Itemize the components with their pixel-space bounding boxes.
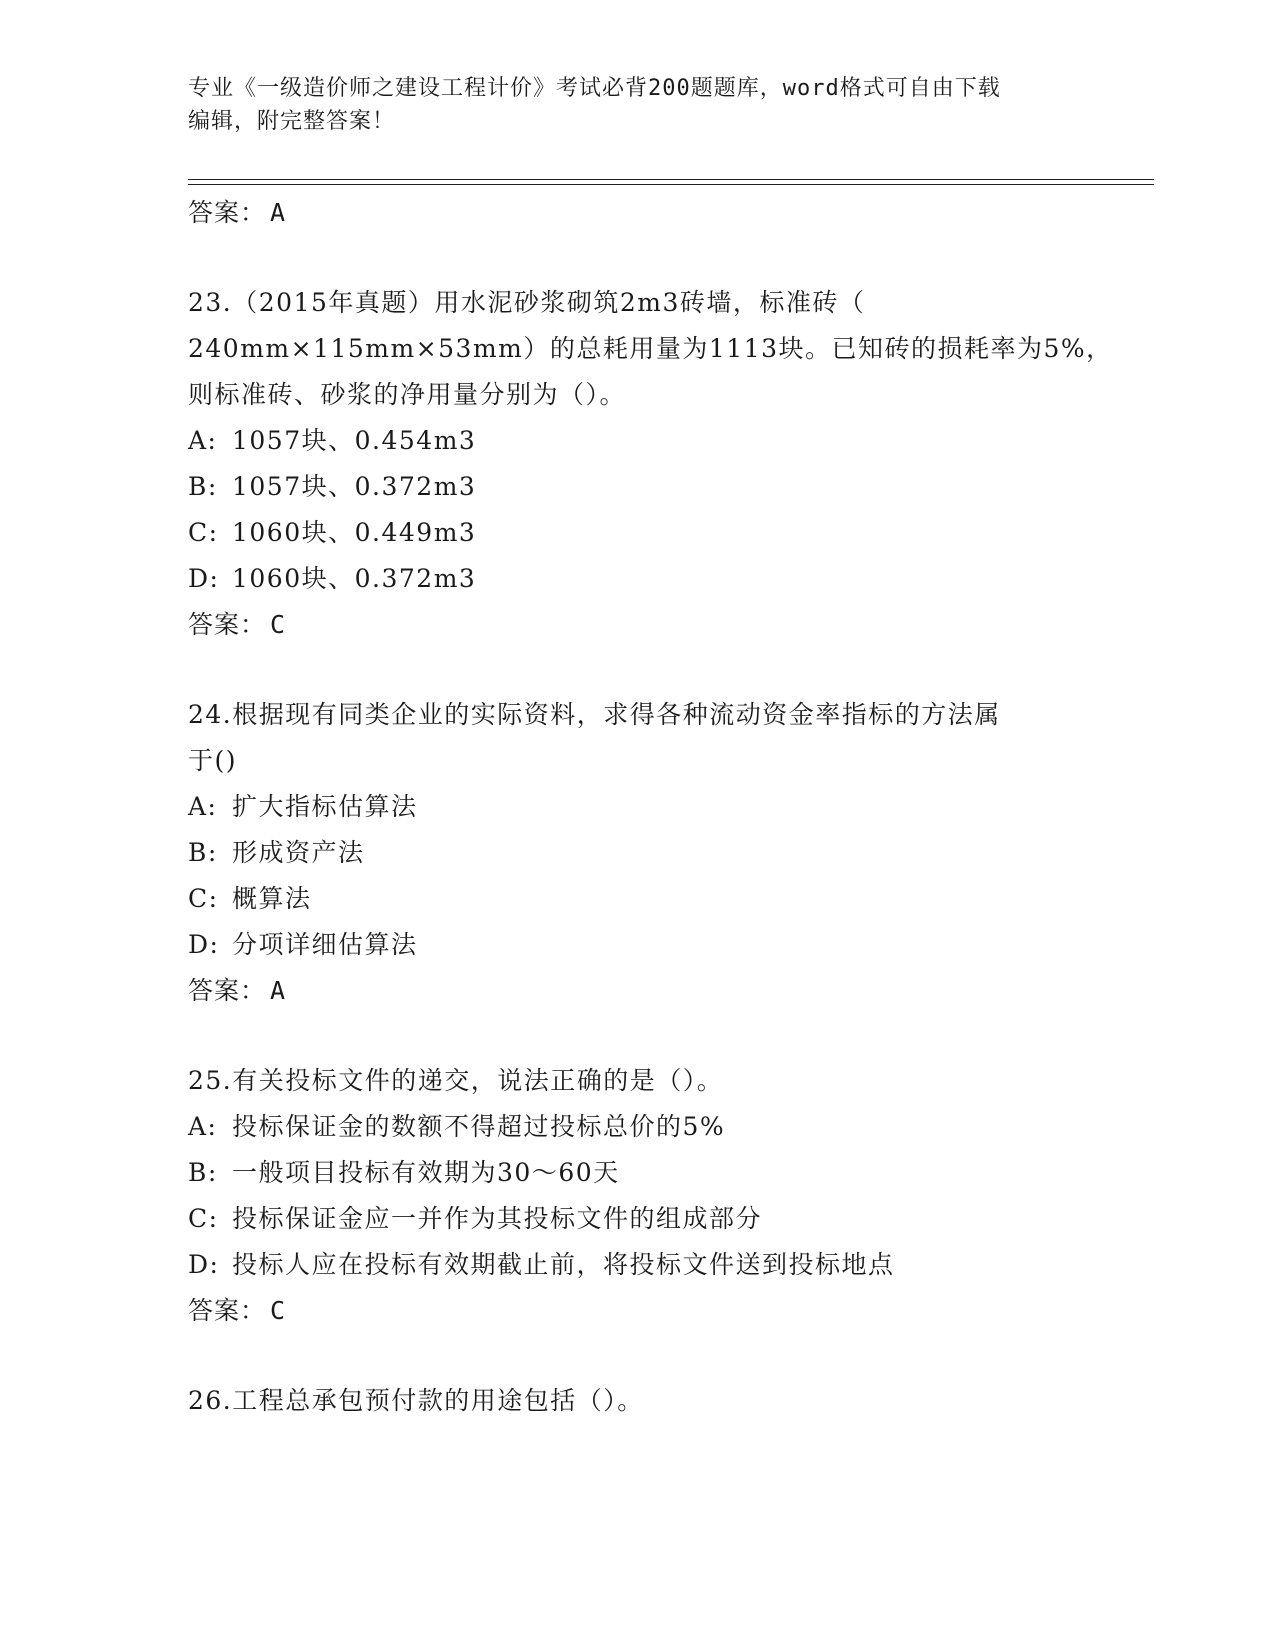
answer-value: C bbox=[270, 610, 287, 639]
option-text: 形成资产法 bbox=[232, 838, 365, 867]
question-text: 240mm×115mm×53mm）的总耗用量为1113块。已知砖的损耗率为5%， bbox=[188, 334, 1113, 363]
option-text: 分项详细估算法 bbox=[232, 930, 418, 959]
question-text: 于() bbox=[188, 746, 238, 775]
header-divider-bottom bbox=[188, 184, 1154, 185]
option-label: B: bbox=[188, 1158, 218, 1187]
option-d bbox=[188, 1242, 1088, 1288]
option-label: B: bbox=[188, 838, 218, 867]
question-block bbox=[188, 692, 1088, 1014]
option-c bbox=[188, 1196, 1088, 1242]
answer-line bbox=[188, 968, 1088, 1014]
header-divider-top bbox=[188, 179, 1154, 180]
option-label: D: bbox=[188, 1250, 220, 1279]
question-text: 26.工程总承包预付款的用途包括（）。 bbox=[188, 1386, 644, 1415]
option-text: 投标人应在投标有效期截止前，将投标文件送到投标地点 bbox=[232, 1250, 895, 1279]
option-label: C: bbox=[188, 1204, 219, 1233]
option-label: A: bbox=[188, 426, 218, 455]
question-block bbox=[188, 1378, 1088, 1424]
answer-line bbox=[188, 190, 1088, 236]
option-label: A: bbox=[188, 792, 218, 821]
option-c bbox=[188, 876, 1088, 922]
question-block bbox=[188, 280, 1113, 648]
option-text: 投标保证金的数额不得超过投标总价的5% bbox=[232, 1112, 726, 1141]
answer-label: 答案： bbox=[188, 1296, 267, 1325]
option-b bbox=[188, 464, 1088, 510]
question-text: 则标准砖、砂浆的净用量分别为（）。 bbox=[188, 380, 627, 409]
page-header bbox=[188, 72, 1088, 138]
option-b bbox=[188, 1150, 1088, 1196]
option-text: 1060块、0.449m3 bbox=[232, 518, 477, 547]
option-label: C: bbox=[188, 884, 219, 913]
question-block bbox=[188, 1058, 1088, 1334]
option-a bbox=[188, 418, 1088, 464]
option-text: 1060块、0.372m3 bbox=[232, 564, 477, 593]
option-c bbox=[188, 510, 1088, 556]
answer-value: A bbox=[270, 976, 287, 1005]
option-text: 投标保证金应一并作为其投标文件的组成部分 bbox=[232, 1204, 763, 1233]
answer-value: C bbox=[270, 1296, 287, 1325]
option-text: 1057块、0.372m3 bbox=[232, 472, 477, 501]
answer-label: 答案： bbox=[188, 610, 267, 639]
answer-line bbox=[188, 602, 1088, 648]
header-line-1: 专业《一级造价师之建设工程计价》考试必背200题题库，word格式可自由下载 bbox=[188, 76, 1001, 101]
question-text: 24.根据现有同类企业的实际资料，求得各种流动资金率指标的方法属 bbox=[188, 700, 1001, 729]
option-label: D: bbox=[188, 564, 220, 593]
option-label: C: bbox=[188, 518, 219, 547]
question-text: 23.（2015年真题）用水泥砂浆砌筑2m3砖墙，标准砖（ bbox=[188, 288, 866, 317]
answer-value: A bbox=[270, 198, 287, 227]
option-label: B: bbox=[188, 472, 218, 501]
answer-label: 答案： bbox=[188, 976, 267, 1005]
option-a bbox=[188, 1104, 1088, 1150]
question-list bbox=[188, 190, 1113, 1424]
option-text: 概算法 bbox=[232, 884, 312, 913]
option-d bbox=[188, 922, 1088, 968]
option-d bbox=[188, 556, 1088, 602]
answer-line bbox=[188, 1288, 1088, 1334]
question-text: 25.有关投标文件的递交，说法正确的是（）。 bbox=[188, 1066, 724, 1095]
answer-label: 答案： bbox=[188, 198, 267, 227]
option-text: 一般项目投标有效期为30～60天 bbox=[232, 1158, 620, 1187]
option-label: D: bbox=[188, 930, 220, 959]
option-text: 1057块、0.454m3 bbox=[232, 426, 477, 455]
option-b bbox=[188, 830, 1088, 876]
option-a bbox=[188, 784, 1088, 830]
option-text: 扩大指标估算法 bbox=[232, 792, 418, 821]
option-label: A: bbox=[188, 1112, 218, 1141]
header-line-2: 编辑，附完整答案！ bbox=[188, 109, 396, 134]
